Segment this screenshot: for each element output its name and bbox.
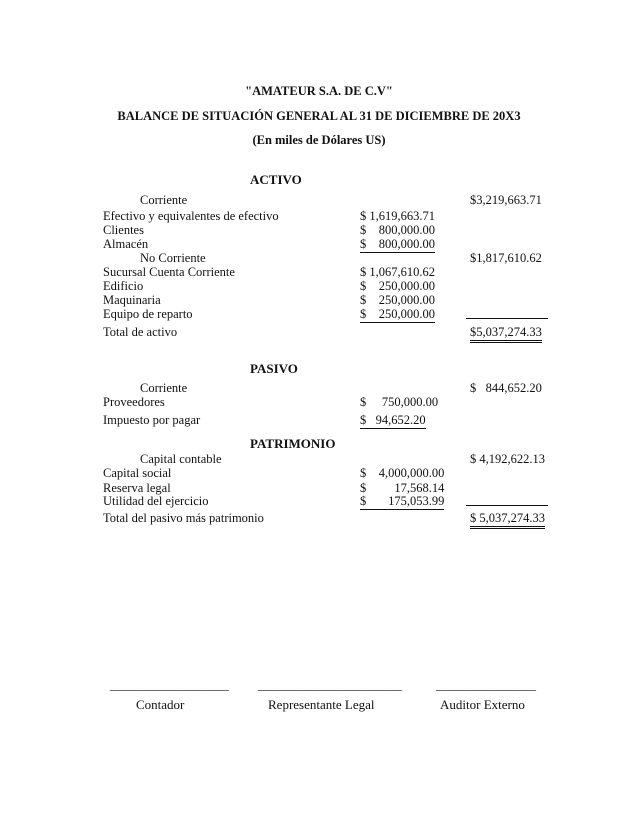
line-item-label: Efectivo y equivalentes de efectivo <box>103 209 279 223</box>
activo-corriente-total: $3,219,663.71 <box>470 193 542 207</box>
total-activo-label: Total de activo <box>103 325 178 339</box>
line-item-label: Sucursal Cuenta Corriente <box>103 265 235 279</box>
pasivo-heading: PASIVO <box>250 361 298 376</box>
company-name: "AMATEUR S.A. DE C.V" <box>245 84 393 98</box>
subtotal-rule <box>466 505 548 506</box>
line-item-amount: $ 250,000.00 <box>360 307 435 321</box>
total-activo-amount: $5,037,274.33 <box>470 325 542 343</box>
total-pasivo-patrimonio-label: Total del pasivo más patrimonio <box>103 511 264 525</box>
line-item-label: Edificio <box>103 279 144 293</box>
line-item-label: Impuesto por pagar <box>103 413 201 427</box>
line-item-label: Capital social <box>103 466 172 480</box>
activo-no-corriente-total: $1,817,610.62 <box>470 251 542 265</box>
line-item-amount: $ 250,000.00 <box>360 279 435 293</box>
activo-heading: ACTIVO <box>250 172 302 187</box>
signature-label-auditor: Auditor Externo <box>440 697 525 712</box>
line-item-amount: $ 250,000.00 <box>360 293 435 307</box>
pasivo-corriente-label: Corriente <box>140 381 188 395</box>
pasivo-corriente-total: $ 844,652.20 <box>470 381 542 395</box>
line-item-label: Maquinaria <box>103 293 161 307</box>
line-item-amount: $ 175,053.99 <box>360 494 445 508</box>
signature-line-representante: _______________________ <box>258 678 402 692</box>
signature-label-contador: Contador <box>136 697 185 712</box>
total-pasivo-patrimonio-amount: $ 5,037,274.33 <box>470 511 545 529</box>
signature-label-representante: Representante Legal <box>268 697 375 712</box>
capital-contable-label: Capital contable <box>140 452 222 466</box>
line-item-amount: $ 800,000.00 <box>360 223 435 237</box>
line-item-amount: $ 94,652.20 <box>360 413 426 427</box>
signature-line-contador: ___________________ <box>110 678 229 692</box>
line-item-label: Equipo de reparto <box>103 307 193 321</box>
line-item-amount: $ 17,568.14 <box>360 481 445 495</box>
report-subtitle: (En miles de Dólares US) <box>252 133 386 147</box>
line-item-label: Utilidad del ejercicio <box>103 494 209 508</box>
line-item-amount: $ 800,000.00 <box>360 237 435 251</box>
patrimonio-heading: PATRIMONIO <box>250 436 336 451</box>
report-title: BALANCE DE SITUACIÓN GENERAL AL 31 DE DICIEMBRE DE 20X3 <box>117 109 521 123</box>
activo-corriente-label: Corriente <box>140 193 188 207</box>
line-item-label: Proveedores <box>103 395 165 409</box>
line-item-amount: $ 750,000.00 <box>360 395 439 409</box>
line-item-label: Clientes <box>103 223 144 237</box>
line-item-amount: $ 4,000,000.00 <box>360 466 445 480</box>
line-item-label: Reserva legal <box>103 481 171 495</box>
subtotal-rule <box>466 318 548 319</box>
signature-line-auditor: ________________ <box>436 678 536 692</box>
line-item-amount: $ 1,067,610.62 <box>360 265 435 279</box>
activo-no-corriente-label: No Corriente <box>140 251 206 265</box>
capital-contable-total: $ 4,192,622.13 <box>470 452 545 466</box>
line-item-amount: $ 1,619,663.71 <box>360 209 435 223</box>
line-item-label: Almacén <box>103 237 149 251</box>
